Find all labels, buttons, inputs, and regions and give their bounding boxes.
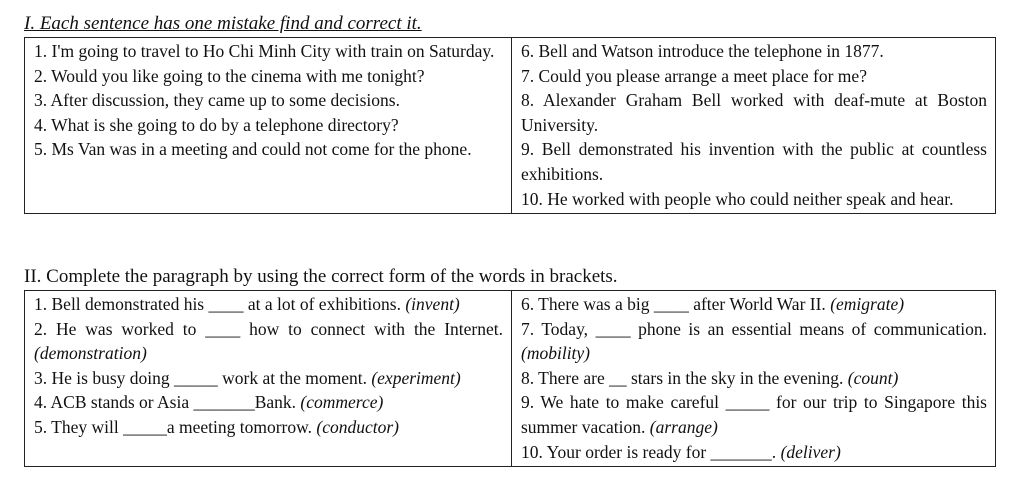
exercise-item — [521, 366, 987, 391]
sentence-item: 2. Would you like going to the cinema with me tonight? — [34, 65, 425, 86]
word-hint: (mobility) — [521, 343, 591, 364]
exercise-text: 8. There are __ stars in the sky in the evening. — [521, 367, 844, 388]
exercise-item — [34, 292, 503, 317]
word-hint: (commerce) — [300, 392, 384, 413]
exercise-text: 2. He was worked to ____ how to connect with the Internet. — [34, 318, 503, 339]
exercise-text: 9. We hate to make careful _____ for our trip to Singapore this summer vacation. — [521, 392, 987, 437]
exercise-item — [34, 366, 503, 391]
sentence-item: 5. Ms Van was in a meeting and could not come for the phone. — [34, 139, 472, 160]
word-hint: (count) — [847, 367, 899, 388]
error-correction-table — [24, 37, 996, 214]
exercise-text: 7. Today, ____ phone is an essential means of communication. — [521, 318, 987, 339]
sentence-item: 4. What is she going to do by a telephone directory? — [34, 114, 399, 135]
exercise-item — [34, 317, 503, 366]
word-hint: (demonstration) — [34, 343, 147, 364]
section-2-heading: II. Complete the paragraph by using the correct form of the words in brackets. — [24, 266, 618, 287]
exercise-text: 5. They will _____a meeting tomorrow. — [34, 416, 313, 437]
section-1-heading: I. Each sentence has one mistake find and correct it. — [24, 13, 422, 34]
sentence-item: 10. He worked with people who could neither speak and hear. — [521, 188, 954, 209]
word-hint: (conductor) — [316, 416, 400, 437]
word-form-right-column — [512, 291, 996, 467]
sentence-item: 9. Bell demonstrated his invention with the public at countless exhibitions. — [521, 139, 987, 184]
exercise-text: 10. Your order is ready for _______. — [521, 441, 777, 462]
word-form-table — [24, 290, 996, 467]
error-correction-right-column — [512, 38, 996, 214]
error-correction-left-column — [25, 38, 512, 214]
exercise-item — [521, 390, 987, 439]
exercise-item — [521, 440, 987, 465]
sentence-item: 6. Bell and Watson introduce the telephone in 1877. — [521, 41, 884, 61]
word-form-left-column — [25, 291, 512, 467]
exercise-text: 1. Bell demonstrated his ____ at a lot of exhibitions. — [34, 294, 401, 314]
word-hint: (deliver) — [780, 441, 841, 462]
word-hint: (experiment) — [371, 367, 461, 388]
exercise-item — [34, 415, 503, 440]
sentence-item: 7. Could you please arrange a meet place for me? — [521, 65, 867, 86]
sentence-item: 1. I'm going to travel to Ho Chi Minh City with train on Saturday. — [34, 41, 495, 61]
exercise-item — [521, 292, 987, 317]
exercise-text: 4. ACB stands or Asia _______Bank. — [34, 392, 297, 413]
word-hint: (invent) — [405, 294, 460, 314]
word-hint: (arrange) — [649, 416, 718, 437]
sentence-item: 8. Alexander Graham Bell worked with deaf-mute at Boston University. — [521, 90, 987, 135]
sentence-item: 3. After discussion, they came up to some decisions. — [34, 90, 400, 111]
exercise-item — [34, 390, 503, 415]
exercise-text: 3. He is busy doing _____ work at the moment. — [34, 367, 367, 388]
word-hint: (emigrate) — [830, 294, 905, 314]
exercise-item — [521, 317, 987, 366]
exercise-text: 6. There was a big ____ after World War II. — [521, 294, 826, 314]
